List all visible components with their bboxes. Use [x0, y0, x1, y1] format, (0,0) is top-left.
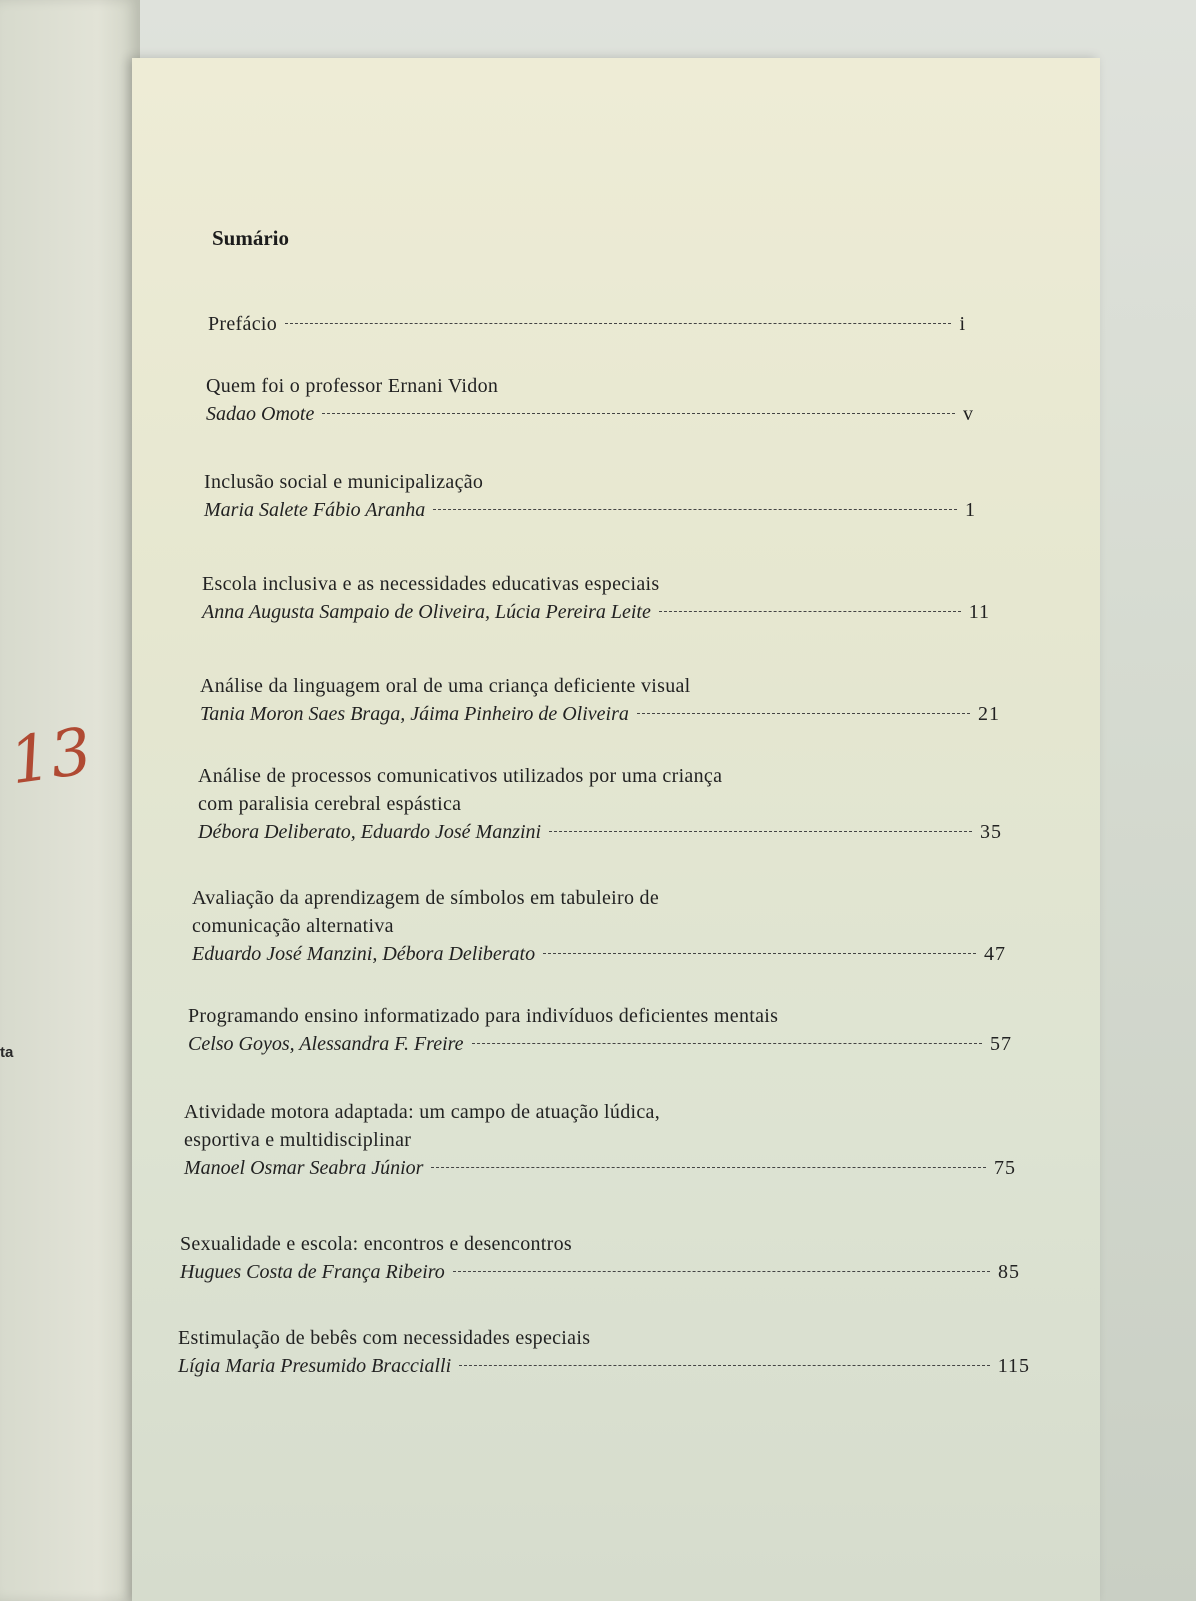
toc-entry	[180, 1230, 1020, 1286]
page-number: 75	[994, 1157, 1016, 1179]
entry-author: Celso Goyos, Alessandra F. Freire	[188, 1033, 464, 1055]
entry-author: Tania Moron Saes Braga, Jáima Pinheiro de Oliveira	[200, 703, 629, 725]
toc-title: Sumário	[212, 226, 290, 250]
leader-dots	[431, 1167, 986, 1168]
leader-dots	[433, 509, 957, 510]
entry-author: Lígia Maria Presumido Braccialli	[178, 1355, 452, 1377]
entry-title-continued: com paralisia cerebral espástica	[198, 793, 462, 815]
entry-title: Estimulação de bebês com necessidades especiais	[178, 1327, 591, 1349]
toc-entry	[204, 468, 976, 524]
leader-dots	[285, 323, 951, 324]
entry-author: Hugues Costa de França Ribeiro	[180, 1261, 445, 1283]
page-number: i	[959, 313, 966, 335]
entry-title: Escola inclusiva e as necessidades educativas especiais	[202, 573, 660, 595]
entry-title-continued: esportiva e multidisciplinar	[184, 1129, 412, 1151]
toc-entry	[184, 1098, 1016, 1182]
entry-author: Eduardo José Manzini, Débora Deliberato	[192, 943, 536, 965]
toc-entry	[188, 1002, 1012, 1058]
handwritten-note: 13	[5, 714, 97, 800]
entry-title-continued: comunicação alternativa	[192, 915, 394, 937]
left-page-text-fragment: ta	[0, 1044, 14, 1061]
toc-entry	[206, 372, 974, 428]
page-number: 57	[990, 1033, 1012, 1055]
leader-dots	[322, 413, 955, 414]
page-number: 11	[968, 601, 990, 623]
page-number: 1	[965, 499, 976, 521]
book-page	[132, 58, 1100, 1601]
page-number: 85	[998, 1261, 1020, 1283]
page-number: 21	[978, 703, 1000, 725]
toc-entry	[178, 1324, 1030, 1380]
leader-dots	[453, 1271, 990, 1272]
entry-title: Análise de processos comunicativos utilizados por uma criança	[198, 765, 723, 787]
entry-title: Programando ensino informatizado para indivíduos deficientes mentais	[188, 1005, 779, 1027]
entry-author: Manoel Osmar Seabra Júnior	[184, 1157, 424, 1179]
entry-title: Avaliação da aprendizagem de símbolos em tabuleiro de	[192, 887, 660, 909]
entry-title: Quem foi o professor Ernani Vidon	[206, 375, 499, 397]
entry-title: Sexualidade e escola: encontros e desencontros	[180, 1233, 572, 1255]
entry-author: Maria Salete Fábio Aranha	[204, 499, 426, 521]
page-number: 35	[980, 821, 1002, 843]
toc-entry	[208, 310, 966, 338]
leader-dots	[472, 1043, 982, 1044]
toc-entry	[198, 762, 1002, 846]
entry-author: Débora Deliberato, Eduardo José Manzini	[198, 821, 542, 843]
table-of-contents	[132, 58, 1100, 1601]
entry-title: Inclusão social e municipalização	[204, 471, 484, 493]
entry-author: Sadao Omote	[206, 403, 315, 425]
page-number: 115	[997, 1355, 1030, 1377]
leader-dots	[543, 953, 976, 954]
leader-dots	[637, 713, 970, 714]
leader-dots	[549, 831, 972, 832]
toc-entry	[200, 672, 1000, 728]
toc-entry	[202, 570, 990, 626]
entry-title: Análise da linguagem oral de uma criança deficiente visual	[200, 675, 691, 697]
leader-dots	[659, 611, 961, 612]
toc-entry	[192, 884, 1006, 968]
entry-title: Prefácio	[208, 313, 278, 335]
entry-title: Atividade motora adaptada: um campo de atuação lúdica,	[184, 1101, 661, 1123]
entry-author: Anna Augusta Sampaio de Oliveira, Lúcia Pereira Leite	[202, 601, 651, 623]
page-number: 47	[984, 943, 1006, 965]
page-number: v	[963, 403, 974, 425]
leader-dots	[459, 1365, 990, 1366]
left-page-edge	[0, 0, 140, 1601]
